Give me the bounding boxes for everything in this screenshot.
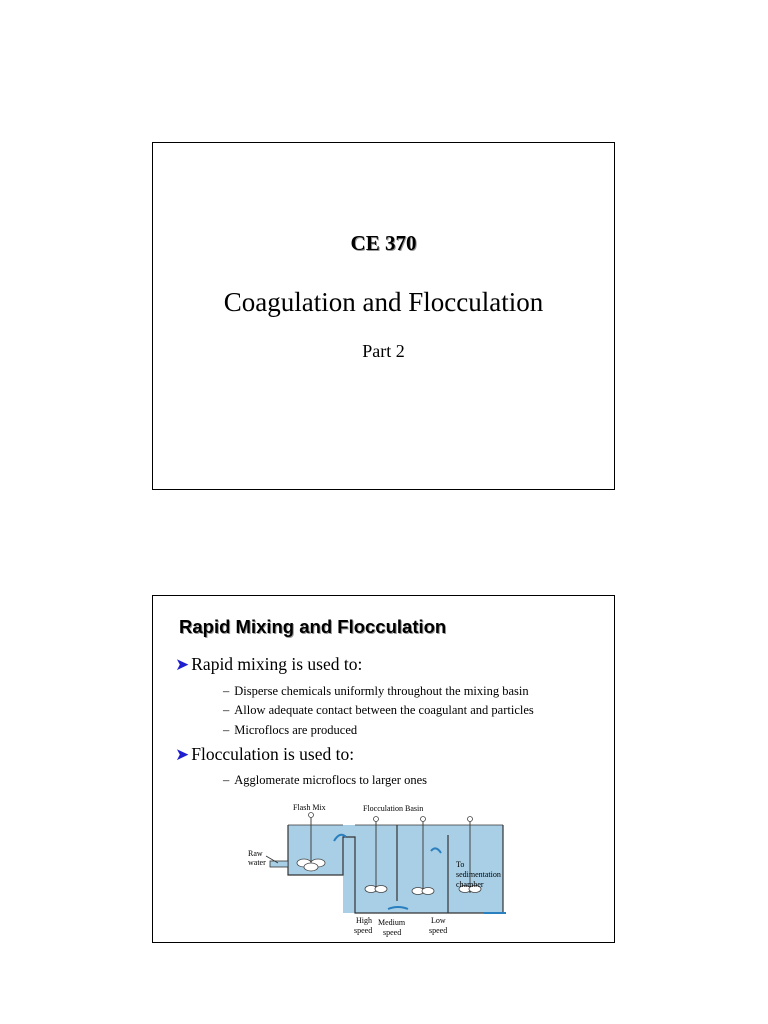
flash-mix-label: Flash Mix <box>293 803 326 812</box>
inlet-pipe <box>270 861 288 867</box>
flocculation-diagram <box>248 801 513 941</box>
sub-bullet-text: Agglomerate microflocs to larger ones <box>234 773 428 787</box>
bullet-rapid-mixing <box>175 654 362 675</box>
sub-bullet <box>223 684 529 699</box>
sub-bullet <box>223 723 357 738</box>
arrow-bullet-icon: ➤ <box>175 654 190 674</box>
raw-water-label: Raw <box>248 849 263 858</box>
raw-water-label: water <box>248 858 266 867</box>
to-sed-label: sedimentation <box>456 870 501 879</box>
bullet-text: Flocculation is used to: <box>191 744 355 764</box>
sub-bullet-text: Allow adequate contact between the coagulant and particles <box>234 703 534 717</box>
flocculation-basin-label: Flocculation Basin <box>363 804 424 813</box>
slide-title: Coagulation and Flocculation <box>223 287 544 317</box>
low-speed-label: Low <box>431 916 446 925</box>
course-code: CE 370 <box>350 231 417 255</box>
dash-icon: – <box>223 723 230 737</box>
sub-bullet <box>223 773 427 788</box>
to-sed-label: chamber <box>456 880 484 889</box>
medium-speed-label: Medium <box>378 918 406 927</box>
paddle-icon <box>412 888 434 895</box>
motor-icon <box>468 817 473 822</box>
sub-bullet <box>223 703 534 718</box>
slide-subtitle: Part 2 <box>362 341 405 361</box>
bullet-flocculation <box>175 744 354 765</box>
motor-icon <box>374 817 379 822</box>
sub-bullet-text: Microflocs are produced <box>234 723 358 737</box>
dash-icon: – <box>223 773 230 787</box>
arrow-bullet-icon: ➤ <box>175 744 190 764</box>
high-speed-label: High <box>356 916 372 925</box>
paddle-icon <box>365 886 387 893</box>
slide-heading: Rapid Mixing and Flocculation <box>179 616 447 637</box>
bullet-text: Rapid mixing is used to: <box>191 654 363 674</box>
high-speed-label: speed <box>354 926 373 935</box>
sub-bullet-text: Disperse chemicals uniformly throughout the mixing basin <box>234 684 529 698</box>
motor-icon <box>309 813 314 818</box>
content-slide <box>152 595 615 943</box>
title-slide <box>152 142 615 490</box>
dash-icon: – <box>223 703 230 717</box>
motor-icon <box>421 817 426 822</box>
to-sed-label: To <box>456 860 465 869</box>
dash-icon: – <box>223 684 230 698</box>
low-speed-label: speed <box>429 926 448 935</box>
medium-speed-label: speed <box>383 928 402 937</box>
